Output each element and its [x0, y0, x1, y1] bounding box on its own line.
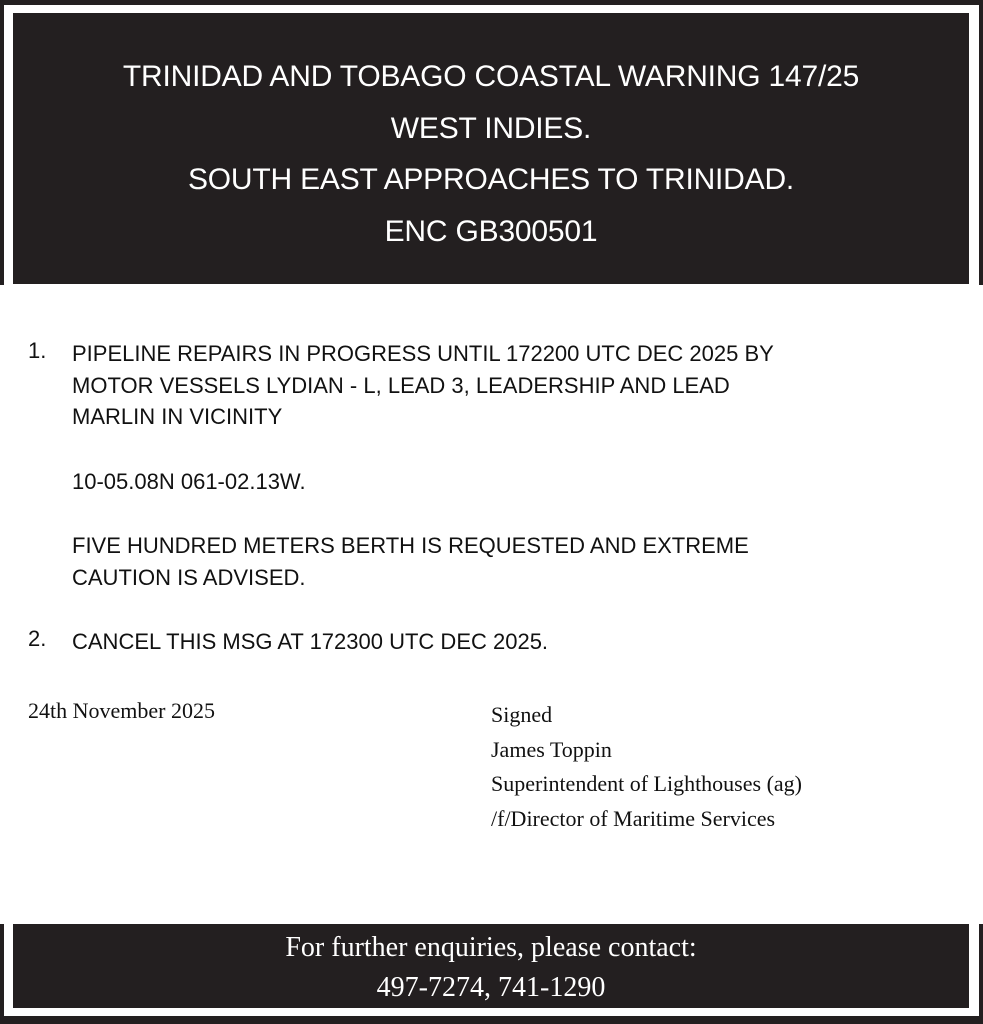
frame-left-rule — [0, 0, 4, 285]
item-number: 1. — [28, 338, 47, 363]
contact-footer-banner — [13, 924, 969, 1008]
signatory-name: James Toppin — [491, 736, 612, 762]
spacer — [72, 433, 958, 466]
footer-frame-left-rule — [0, 924, 4, 1024]
frame-right-rule — [979, 0, 983, 285]
enc-chart-line: ENC GB300501 — [384, 214, 598, 248]
signatory-department: /f/Director of Maritime Services — [491, 805, 776, 831]
warning-items-list — [28, 338, 958, 658]
issue-date: 24th November 2025 — [28, 698, 215, 723]
position-coordinates: 10-05.08N 061-02.13W. — [72, 468, 306, 494]
item-paragraph-position — [72, 466, 958, 498]
area-line: SOUTH EAST APPROACHES TO TRINIDAD. — [187, 163, 795, 196]
contact-prompt: For further enquiries, please contact: — [285, 932, 697, 963]
item-number: 2. — [28, 626, 47, 651]
cancel-instruction: CANCEL THIS MSG AT 172300 UTC DEC 2025. — [72, 629, 549, 654]
signed-label: Signed — [491, 702, 553, 727]
footer-frame-right-rule — [979, 924, 983, 1024]
footer-frame-bottom-rule — [0, 1016, 983, 1024]
item-paragraph-advisory — [72, 530, 958, 593]
text-line: FIVE HUNDRED METERS BERTH IS REQUESTED AND EXTREME — [72, 533, 749, 558]
spacer — [72, 497, 958, 530]
text-line: PIPELINE REPAIRS IN PROGRESS UNTIL 172200 UTC DEC 2025 BY — [72, 341, 774, 366]
frame-top-rule — [0, 0, 983, 5]
warning-header-banner — [13, 13, 969, 284]
text-line: MOTOR VESSELS LYDIAN - L, LEAD 3, LEADERSHIP AND LEAD — [72, 372, 730, 398]
text-line: MARLIN IN VICINITY — [72, 404, 283, 429]
contact-phone-numbers: 497-7274, 741-1290 — [376, 972, 606, 1003]
warning-item-1 — [28, 338, 958, 593]
warning-item-2 — [28, 626, 958, 658]
text-line: CAUTION IS ADVISED. — [72, 564, 306, 590]
warning-title: TRINIDAD AND TOBAGO COASTAL WARNING 147/25 — [122, 60, 860, 93]
item-paragraph-description — [72, 338, 958, 433]
region-line: WEST INDIES. — [390, 111, 592, 145]
spacer — [28, 593, 958, 626]
signature-block — [491, 698, 802, 836]
signatory-title: Superintendent of Lighthouses (ag) — [491, 771, 802, 796]
